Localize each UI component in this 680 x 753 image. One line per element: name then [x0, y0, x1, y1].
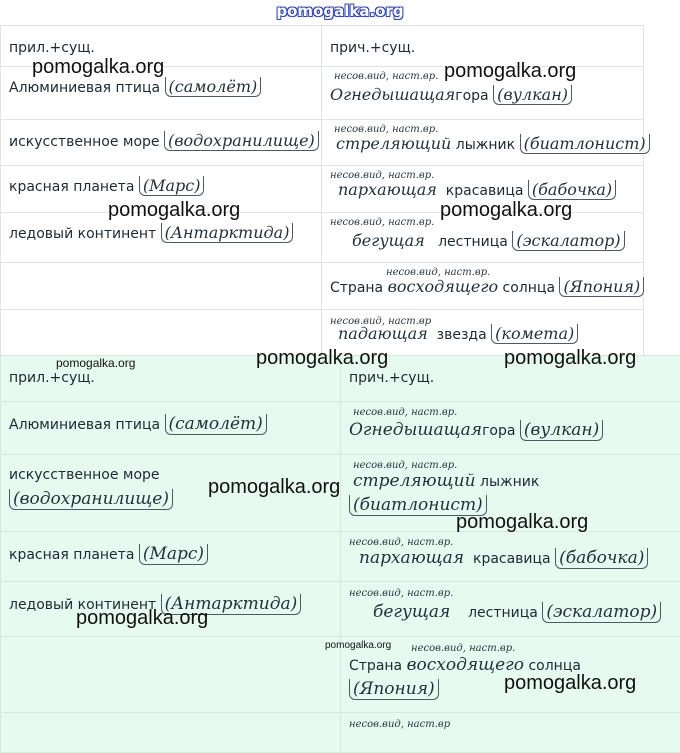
answer: (вулкан) [493, 85, 572, 105]
empty-cell [1, 637, 341, 713]
part-text: Огнедышащаягора (вулкан) [349, 420, 603, 441]
table-row [1, 263, 644, 310]
part-cell [341, 582, 680, 637]
part-cell [341, 402, 680, 455]
part-text: пархающая красавица (бабочка) [359, 548, 648, 569]
adj-text: ледовый континент (Антарктида) [9, 594, 301, 615]
part-text: стреляющий лыжник [353, 471, 539, 491]
empty-cell [1, 263, 322, 310]
answer: (водохранилище) [164, 131, 319, 151]
part-cell [341, 713, 680, 753]
watermark: pomogalka.org [504, 672, 636, 695]
answer: (эскалатор) [512, 231, 624, 251]
answer: (биатлонист) [520, 134, 650, 154]
adj-text: красная планета (Марс) [9, 176, 204, 196]
answer: (Марс) [139, 544, 208, 565]
grammar-note: несов.вид, наст.вр [349, 719, 450, 730]
watermark: pomogalka.org [76, 607, 208, 630]
part-text: Страна восходящего солнца [349, 655, 581, 675]
watermark: pomogalka.org [444, 60, 576, 83]
answer: (Антарктида) [161, 223, 294, 243]
grammar-note: несов.вид, наст.вр. [411, 643, 515, 654]
grammar-note: несов.вид, наст.вр. [334, 71, 438, 82]
grammar-note: несов.вид, наст.вр [330, 316, 431, 327]
watermark: pomogalka.org [56, 356, 135, 370]
answer: (биатлонист) [349, 495, 487, 516]
grammar-note: несов.вид, наст.вр. [349, 588, 453, 599]
grammar-note: несов.вид, наст.вр. [330, 170, 434, 181]
grammar-note: несов.вид, наст.вр. [353, 407, 457, 418]
column-header-part: прич.+сущ. [341, 356, 680, 402]
answer: (бабочка) [528, 180, 616, 200]
grammar-note: несов.вид, наст.вр. [353, 460, 457, 471]
answer: (водохранилище) [9, 489, 173, 510]
watermark: pomogalka.org [256, 347, 388, 370]
column-header-part: прич.+сущ. [322, 26, 644, 67]
adj-text: ледовый континент (Антарктида) [9, 223, 293, 243]
empty-cell [1, 713, 341, 753]
part-answer-line [349, 679, 439, 700]
adj-text: красная планета (Марс) [9, 544, 208, 565]
adj-cell [1, 120, 322, 166]
part-cell [341, 532, 680, 582]
column-header-adj: прил.+сущ. [1, 26, 322, 67]
watermark: pomogalka.org [208, 476, 340, 499]
table-row [1, 532, 680, 582]
table-row [1, 120, 644, 166]
adj-text: искусственное море (водохранилище) [9, 131, 319, 151]
grammar-note: несов.вид, наст.вр. [334, 124, 438, 135]
header-watermark: pomogalka.org [0, 2, 680, 20]
answer: (Япония) [559, 277, 644, 297]
watermark: pomogalka.org [108, 199, 240, 222]
watermark: pomogalka.org [440, 199, 572, 222]
answer: (комета) [491, 324, 578, 344]
answer: (Япония) [349, 679, 439, 700]
adj-text: Алюминиевая птица (самолёт) [9, 77, 261, 97]
adj-cell [1, 532, 341, 582]
adj-text: искусственное море [9, 467, 160, 483]
watermark: pomogalka.org [456, 511, 588, 534]
adj-text: Алюминиевая птица (самолёт) [9, 414, 267, 435]
answer: (Антарктида) [161, 594, 302, 615]
answer: (самолёт) [165, 77, 262, 97]
table-row [1, 402, 680, 455]
answer: (эскалатор) [542, 602, 661, 623]
grammar-note: несов.вид, наст.вр. [386, 267, 490, 278]
adj-answer-line [9, 489, 173, 510]
part-text: бегущая лестница (эскалатор) [373, 602, 661, 623]
part-text: пархающая красавица (бабочка) [338, 180, 616, 200]
part-text: бегущая лестница (эскалатор) [352, 231, 625, 251]
grammar-note: несов.вид, наст.вр. [349, 537, 453, 548]
grammar-note: несов.вид, наст.вр. [330, 217, 434, 228]
watermark: pomogalka.org [32, 56, 164, 79]
table-row [1, 713, 680, 753]
part-cell [322, 120, 644, 166]
adj-cell [1, 402, 341, 455]
watermark: pomogalka.org [325, 640, 391, 651]
answer: (бабочка) [555, 548, 648, 569]
answer: (самолёт) [165, 414, 267, 435]
answer: (вулкан) [520, 420, 603, 441]
answer: (Марс) [139, 176, 205, 196]
part-text: падающая звезда (комета) [338, 324, 578, 344]
watermark: pomogalka.org [504, 347, 636, 370]
part-cell [322, 263, 644, 310]
part-text: Страна восходящего солнца (Япония) [330, 277, 644, 297]
part-text: стреляющий лыжник (биатлонист) [336, 134, 650, 154]
column-header-adj: прил.+сущ. [1, 356, 341, 402]
part-text: Огнедышащаягора (вулкан) [330, 85, 572, 105]
